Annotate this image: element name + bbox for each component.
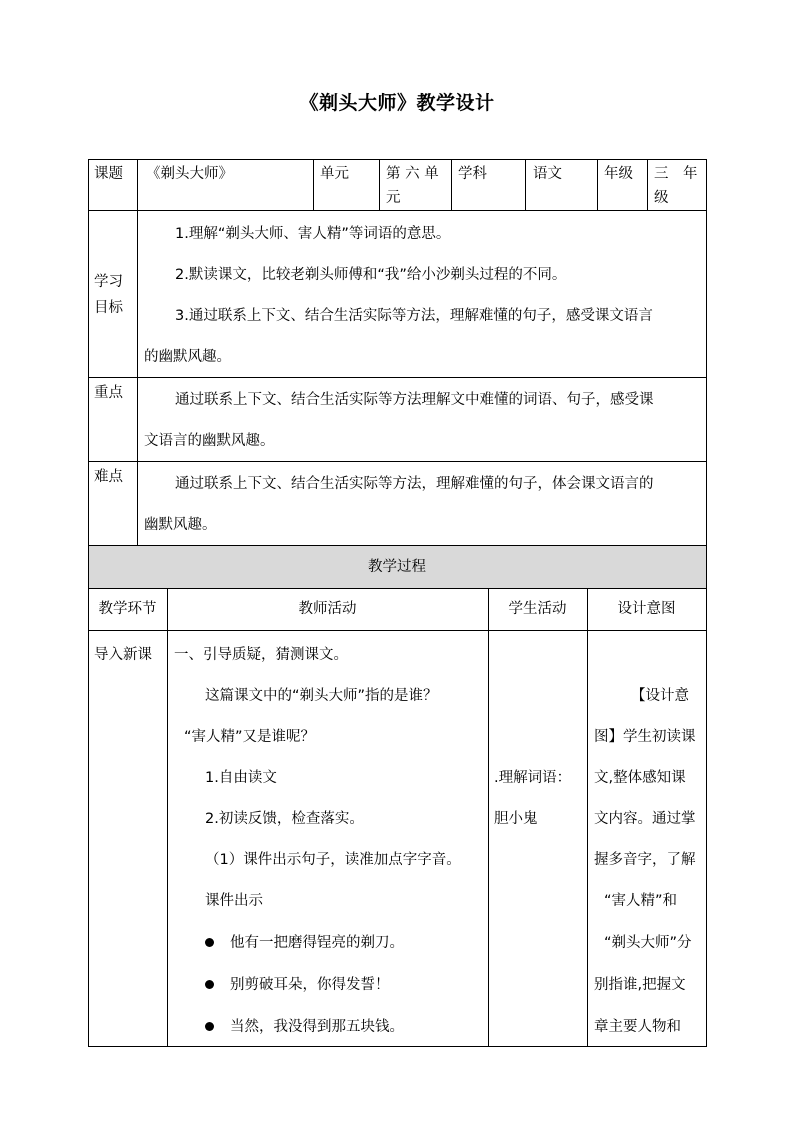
bullet-icon bbox=[205, 938, 214, 947]
cell-subject-label: 学科 bbox=[458, 166, 487, 182]
teacher-line: “害人精”又是谁呢？ bbox=[184, 729, 316, 745]
cell-unit-value-line1: 第 六 单 bbox=[386, 166, 439, 182]
intent-line: “剃头大师”分 bbox=[604, 935, 692, 951]
col-divider bbox=[597, 159, 598, 210]
intent-line: 文内容。通过掌 bbox=[594, 811, 696, 827]
row-divider-process-header bbox=[88, 630, 707, 631]
header-student: 学生活动 bbox=[508, 601, 567, 617]
intent-line: 别指谁,把握文 bbox=[594, 977, 686, 993]
intent-line: 图】学生初读课 bbox=[594, 729, 696, 745]
col-divider bbox=[167, 588, 168, 1046]
difficulty-line2: 幽默风趣。 bbox=[144, 517, 217, 533]
process-banner: 教学过程 bbox=[368, 559, 426, 575]
student-line: 胆小鬼 bbox=[494, 811, 538, 827]
col-divider bbox=[451, 159, 452, 210]
goal-3-line2: 的幽默风趣。 bbox=[144, 349, 231, 365]
intent-line: 文,整体感知课 bbox=[594, 770, 686, 786]
bullet-icon bbox=[205, 1022, 214, 1031]
keypoint-line2: 文语言的幽默风趣。 bbox=[144, 433, 275, 449]
keypoint-label: 重点 bbox=[94, 385, 123, 401]
keypoint-line1: 通过联系上下文、结合生活实际等方法理解文中难懂的词语、句子，感受课 bbox=[175, 392, 654, 408]
cell-title-label: 课题 bbox=[94, 166, 123, 182]
cell-unit-label: 单元 bbox=[320, 166, 349, 182]
table-border-top bbox=[88, 159, 707, 160]
intent-line: “害人精”和 bbox=[604, 893, 678, 909]
cell-subject-value: 语文 bbox=[533, 166, 562, 182]
difficulty-label: 难点 bbox=[94, 469, 123, 485]
goals-label-line1: 学习 bbox=[94, 274, 123, 290]
bullet-icon bbox=[205, 980, 214, 989]
student-line: .理解词语： bbox=[494, 770, 572, 786]
col-divider bbox=[525, 159, 526, 210]
bullet-item bbox=[205, 964, 390, 1006]
bullet-text: 别剪破耳朵，你得发誓！ bbox=[230, 977, 390, 993]
goal-3-line1: 3.通过联系上下文、结合生活实际等方法，理解难懂的句子，感受课文语言 bbox=[175, 308, 653, 324]
teacher-line: 这篇课文中的“剃头大师”指的是谁？ bbox=[205, 688, 438, 704]
teacher-line: 课件出示 bbox=[205, 893, 263, 909]
cell-unit-value-line2: 元 bbox=[386, 190, 401, 206]
header-stage: 教学环节 bbox=[98, 601, 157, 617]
col-divider bbox=[587, 588, 588, 1046]
teacher-line: 2.初读反馈，检查落实。 bbox=[205, 811, 364, 827]
goals-label-line2: 目标 bbox=[94, 300, 123, 316]
bullet-item bbox=[205, 922, 404, 964]
teacher-line: （1）课件出示句子，读准加点字字音。 bbox=[205, 852, 461, 868]
intent-line: 握多音字，了解 bbox=[594, 852, 696, 868]
cell-title-value: 《剃头大师》 bbox=[146, 166, 233, 182]
header-intent: 设计意图 bbox=[617, 601, 676, 617]
goal-1: 1.理解“剃头大师、害人精”等词语的意思。 bbox=[175, 226, 451, 242]
difficulty-line1: 通过联系上下文、结合生活实际等方法，理解难懂的句子，体会课文语言的 bbox=[175, 476, 654, 492]
goal-2: 2.默读课文，比较老剃头师傅和“我”给小沙剃头过程的不同。 bbox=[175, 267, 567, 283]
col-divider bbox=[313, 159, 314, 210]
cell-grade-label: 年级 bbox=[604, 166, 633, 182]
col-divider bbox=[488, 588, 489, 1046]
cell-grade-value-line1: 三 年 bbox=[654, 166, 698, 182]
col-divider bbox=[379, 159, 380, 210]
bullet-text: 当然，我没得到那五块钱。 bbox=[230, 1019, 404, 1035]
document-title: 《剃头大师》教学设计 bbox=[299, 92, 495, 114]
stage-name: 导入新课 bbox=[94, 647, 152, 663]
row-divider-header bbox=[88, 210, 707, 211]
teacher-line: 一、引导质疑，猜测课文。 bbox=[174, 647, 348, 663]
table-border-right bbox=[706, 159, 707, 1047]
intent-line: 【设计意 bbox=[631, 688, 689, 704]
cell-grade-value-line2: 级 bbox=[654, 190, 669, 206]
col-divider bbox=[137, 159, 138, 545]
header-teacher: 教师活动 bbox=[298, 601, 357, 617]
bullet-item bbox=[205, 1006, 404, 1048]
bullet-text: 他有一把磨得锃亮的剃刀。 bbox=[230, 935, 404, 951]
teacher-line: 1.自由读文 bbox=[205, 770, 277, 786]
col-divider bbox=[647, 159, 648, 210]
intent-line: 章主要人物和 bbox=[594, 1019, 681, 1035]
